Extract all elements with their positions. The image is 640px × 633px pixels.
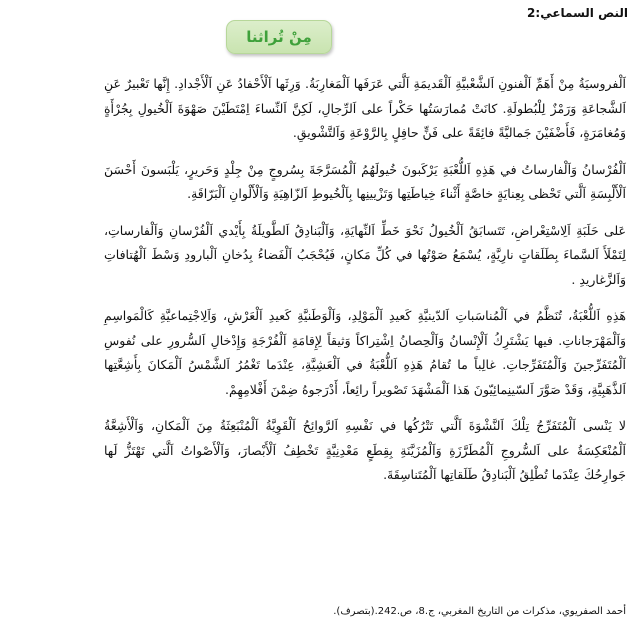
paragraph-4: هَذِهِ اَللُّعْبَةُ، تُنَظَّمُ في اَلْمُناسَباتِ اَلدّينيَّةِ كَعيدِ اَلْمَوْلِدِ، وَاَلْوَطَنيَّةِ كَعيدِ اَلْعَرْشِ، وَاَلِاجْتِماعيَّةِ كَالْمَواسِمِ وَاَلْمَهْرَجاناتِ. فيها يَشْتَرِكُ اَلْإِنْسانُ وَاَلْحِصانُ اِشْتِراكاً وَثيقاً لِإِقامَةِ اَلْفُرْجَةِ وَإِدْخالِ اَلسُّرورِ على نُفوسِ اَلْمُتَفَرِّجينَ وَاَلْمُتَفَرِّجاتِ. غالِباً ما تُقامُ هَذِهِ اَللُّعْبَةُ في اَلْعَشِيَّةِ، عِنْدَما تَغْمُرُ اَلشَّمْسُ اَلْمَكانَ بِأَشِعَّتِها اَلذَّهَبِيَّةِ، وَقَدْ صَوَّرَ اَلسّينِمائِيّونَ هَذا اَلْمَشْهَدَ تَصْويراً رائِعاً، أَدْرَجوهُ ضِمْنَ أَفْلامِهِمْ. — [104, 308, 626, 397]
paragraph-3: عَلى حَلَبَةِ اَلِاسْتِعْراضِ، تَتَسابَقُ اَلْخُيولُ نَحْوَ خَطِّ اَلنِّهايَةِ، وَاَلْبَنادِقُ اَلطَّويلَةُ بِأَيْدي اَلْفُرْسانِ وَاَلْفارساتِ، لِتَمْلَأَ اَلسَّماءَ بِطَلَقاتٍ نارِيَّةٍ، يُسْمَعُ صَوْتُها في كُلِّ مَكانٍ، فَيُحْجَبُ اَلْفَضاءُ بِدُخانِ اَلْبارودِ وَسْطَ اَلْهُتافاتِ وَاَلزَّغاريدِ . — [104, 222, 626, 287]
page-title: مِنْ تُراثنا — [246, 28, 312, 46]
paragraph-5: لا يَنْسى اَلْمُتَفَرِّجُ تِلْكَ اَلنَّشْوَةَ اَلَّتي تَتْرُكُها في نَفْسِهِ اَلرَّوائِحُ اَلْقَوِيَّةُ اَلْمُنْبَعِثَةُ مِنَ اَلْمَكانِ، وَاَلْأَشِعَّةُ اَلْمُنْعَكِسَةُ على اَلسُّروجِ اَلْمُطَرَّزَةِ وَاَلْمُزَيَّنَةِ بِقِطَعٍ مَعْدِنِيَّةٍ تَخْطِفُ اَلْأَبْصارَ، وَاَلْأَصْواتُ اَلَّتي تَهْتَزُّ لَها جَوارِحُكَ عِنْدَما تُطْلِقُ اَلْبَنادِقُ طَلَقاتِها اَلْمُتَناسِقَةَ. — [104, 418, 626, 482]
paragraph-1: اَلْفروسيَةُ مِنْ أَهَمِّ اَلْفنونِ اَلشَّعْبيَّةِ اَلْقَديمَةِ اَلَّتي عَرَفَها اَلْمَغارِبَةُ. وَرِثَها اَلْأَحْفادُ عَنِ اَلْأَجْدادِ. إِنَّها تَعْبيرٌ عَنِ اَلشَّجاعَةِ وَرَمْزٌ لِلْبُطولَةِ. كانَتْ مُمارَسَتُها حَكْراً على اَلرِّجالِ، لَكِنَّ اَلنِّساءَ اِمْتَطَيْنَ صَهْوَةَ اَلْخُيولِ بِجُرْأَةٍ وَمُغامَرَةٍ، فَأَضْفَيْنَ جَماليَّةً فائِقَةً على فَنٍّ حافِلٍ بِالرَّوْعَةِ وَاَلتَّشْويقِ. — [104, 76, 626, 140]
section-label: النص السماعي:2 — [527, 6, 628, 20]
source-citation: أحمد الصفريوي، مذكرات من التاريخ المغربي، ج.8، ص.242.(بتصرف). — [333, 606, 626, 617]
paragraph-2: اَلْفُرْسانُ وَاَلْفارساتُ في هَذِهِ اَللُّعْبَةِ يَرْكَبونَ خُيولَهُمُ اَلْمُسَرَّجَةَ بِسُروجٍ مِنْ جِلْدٍ وَحَريرٍ، يَلْبَسونَ أَحْسَنَ اَلْأَلْبِسَةِ اَلَّتي تَحْظى بِعِنايَةٍ خاصَّةٍ أَثْناءَ خِياطَتِها وَتَزْيينِها بِاَلْخُيوطِ اَلزّاهِيَةِ وَاَلْأَلْوانِ اَلْبَرّاقَةِ. — [104, 161, 626, 201]
listening-text-body — [104, 72, 626, 500]
title-badge — [226, 20, 332, 54]
